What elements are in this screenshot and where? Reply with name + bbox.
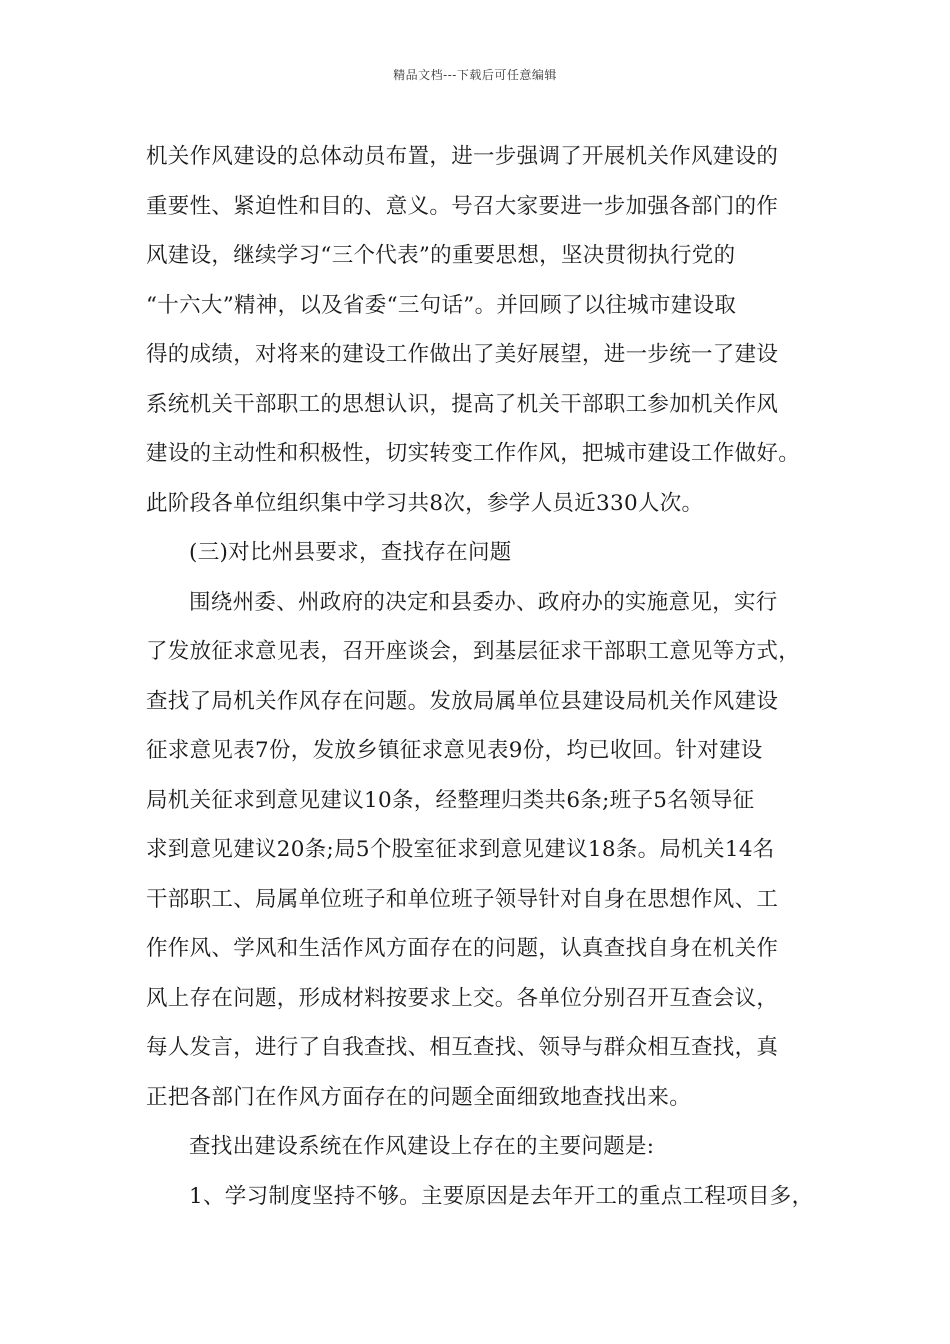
text-line: 围绕州委、州政府的决定和县委办、政府办的实施意见，实行	[189, 589, 778, 615]
text-line: 征求意见表7份，发放乡镇征求意见表9份，均已收回。针对建设	[146, 738, 763, 763]
text-line: 机关作风建设的总体动员布置，进一步强调了开展机关作风建设的	[146, 144, 779, 169]
text-line: 风上存在问题，形成材料按要求上交。各单位分别召开互查会议，	[146, 985, 779, 1011]
text-line: 干部职工、局属单位班子和单位班子领导针对自身在思想作风、工	[146, 886, 779, 912]
text-line: 系统机关干部职工的思想认识，提高了机关干部职工参加机关作风	[146, 391, 779, 417]
text-line: 查找了局机关作风存在问题。发放局属单位县建设局机关作风建设	[146, 688, 779, 714]
text-line: 风建设，继续学习“三个代表”的重要思想，坚决贯彻执行党的	[146, 243, 736, 268]
text-line: 查找出建设系统在作风建设上存在的主要问题是:	[189, 1134, 655, 1159]
text-line: 了发放征求意见表，召开座谈会，到基层征求干部职工意见等方式，	[146, 639, 801, 664]
text-line: 此阶段各单位组织集中学习共8次，参学人员近330人次。	[146, 490, 704, 516]
text-line: “十六大”精神，以及省委“三句话”。并回顾了以往城市建设取	[146, 292, 737, 318]
text-line: 建设的主动性和积极性，切实转变工作作风，把城市建设工作做好。	[146, 441, 801, 466]
text-line: 得的成绩，对将来的建设工作做出了美好展望，进一步统一了建设	[146, 342, 779, 367]
text-line: 正把各部门在作风方面存在的问题全面细致地查找出来。	[146, 1084, 692, 1110]
text-line: 每人发言，进行了自我查找、相互查找、领导与群众相互查找，真	[146, 1035, 779, 1060]
document-body	[146, 132, 826, 1221]
text-line: 求到意见建议20条;局5个股室征求到意见建议18条。局机关14名	[146, 837, 775, 862]
text-line: 重要性、紧迫性和目的、意义。号召大家要进一步加强各部门的作	[146, 193, 779, 219]
page-header: 精品文档---下载后可任意编辑	[393, 68, 557, 82]
text-line: 局机关征求到意见建议10条，经整理归类共6条;班子5名领导征	[146, 787, 755, 813]
text-line: 作作风、学风和生活作风方面存在的问题，认真查找自身在机关作	[146, 936, 779, 961]
section-heading: (三)对比州县要求，查找存在问题	[189, 540, 512, 565]
list-item: 1、学习制度坚持不够。主要原因是去年开工的重点工程项目多，	[189, 1183, 814, 1209]
